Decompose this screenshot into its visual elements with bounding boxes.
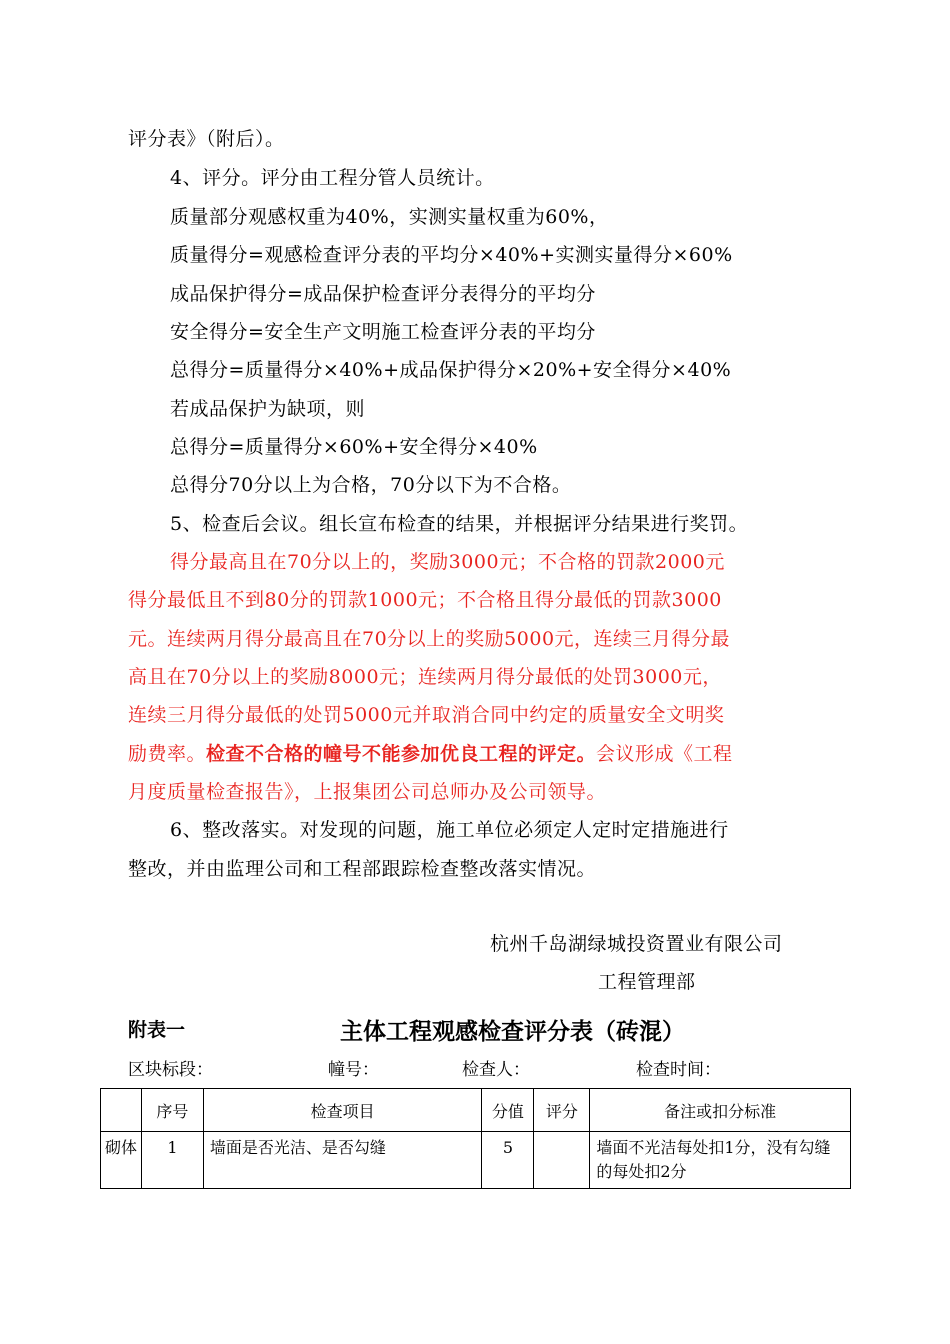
reward-line: 得分最低且不到80分的罚款1000元；不合格且得分最低的罚款3000 — [128, 589, 722, 611]
table-row — [101, 1132, 851, 1189]
cell-item: 墙面是否光洁、是否勾缝 — [203, 1132, 482, 1189]
score-table — [100, 1088, 851, 1189]
body-line: 4、评分。评分由工程分管人员统计。 — [170, 167, 495, 189]
meta-building: 幢号： — [328, 1060, 379, 1080]
reward-text: 励费率。 — [128, 743, 207, 765]
header-no: 序号 — [141, 1089, 203, 1132]
body-line: 成品保护得分=成品保护检查评分表得分的平均分 — [170, 283, 596, 305]
body-line: 5、检查后会议。组长宣布检查的结果，并根据评分结果进行奖罚。 — [170, 513, 749, 535]
body-line: 若成品保护为缺项，则 — [170, 398, 366, 420]
reward-line: 连续三月得分最低的处罚5000元并取消合同中约定的质量安全文明奖 — [128, 704, 725, 726]
body-line: 整改，并由监理公司和工程部跟踪检查整改落实情况。 — [128, 858, 597, 880]
body-line: 质量部分观感权重为40%，实测实量权重为60%， — [170, 206, 609, 228]
reward-line: 高且在70分以上的奖励8000元；连续两月得分最低的处罚3000元， — [128, 666, 722, 688]
header-category — [101, 1089, 142, 1132]
emphasis-text: 检查不合格的幢号不能参加优良工程的评定。 — [206, 743, 597, 765]
body-line: 6、整改落实。对发现的问题，施工单位必须定人定时定措施进行 — [170, 819, 729, 841]
signature-company: 杭州千岛湖绿城投资置业有限公司 — [490, 933, 783, 955]
body-line: 质量得分=观感检查评分表的平均分×40%+实测实量得分×60% — [170, 244, 733, 266]
cell-note: 墙面不光洁每处扣1分，没有勾缝的每处扣2分 — [590, 1132, 851, 1189]
body-line: 评分表》（附后）。 — [128, 128, 285, 150]
header-rating: 评分 — [534, 1089, 590, 1132]
cell-no: 1 — [141, 1132, 203, 1189]
meta-time: 检查时间： — [636, 1060, 721, 1080]
body-line: 总得分=质量得分×40%+成品保护得分×20%+安全得分×40% — [170, 359, 732, 381]
reward-line: 得分最高且在70分以上的，奖励3000元；不合格的罚款2000元 — [170, 551, 725, 573]
header-score: 分值 — [482, 1089, 534, 1132]
appendix-label: 附表一 — [128, 1019, 186, 1041]
signature-department: 工程管理部 — [598, 971, 696, 993]
cell-category: 砌体 — [101, 1132, 142, 1189]
body-line: 安全得分=安全生产文明施工检查评分表的平均分 — [170, 321, 596, 343]
meta-section: 区块标段： — [128, 1060, 213, 1080]
reward-text: 会议形成《工程 — [596, 743, 733, 765]
cell-score: 5 — [482, 1132, 534, 1189]
body-line: 总得分=质量得分×60%+安全得分×40% — [170, 436, 538, 458]
reward-line: 月度质量检查报告》，上报集团公司总师办及公司领导。 — [128, 781, 607, 803]
meta-inspector: 检查人： — [462, 1060, 530, 1080]
reward-line: 元。连续两月得分最高且在70分以上的奖励5000元，连续三月得分最 — [128, 628, 731, 650]
header-note: 备注或扣分标准 — [590, 1089, 851, 1132]
body-line: 总得分70分以上为合格，70分以下为不合格。 — [170, 474, 572, 496]
appendix-title: 主体工程观感检查评分表（砖混） — [340, 1019, 685, 1045]
reward-line-mixed — [128, 739, 828, 766]
header-item: 检查项目 — [203, 1089, 482, 1132]
cell-rating[interactable] — [534, 1132, 590, 1189]
table-header-row — [101, 1089, 851, 1132]
